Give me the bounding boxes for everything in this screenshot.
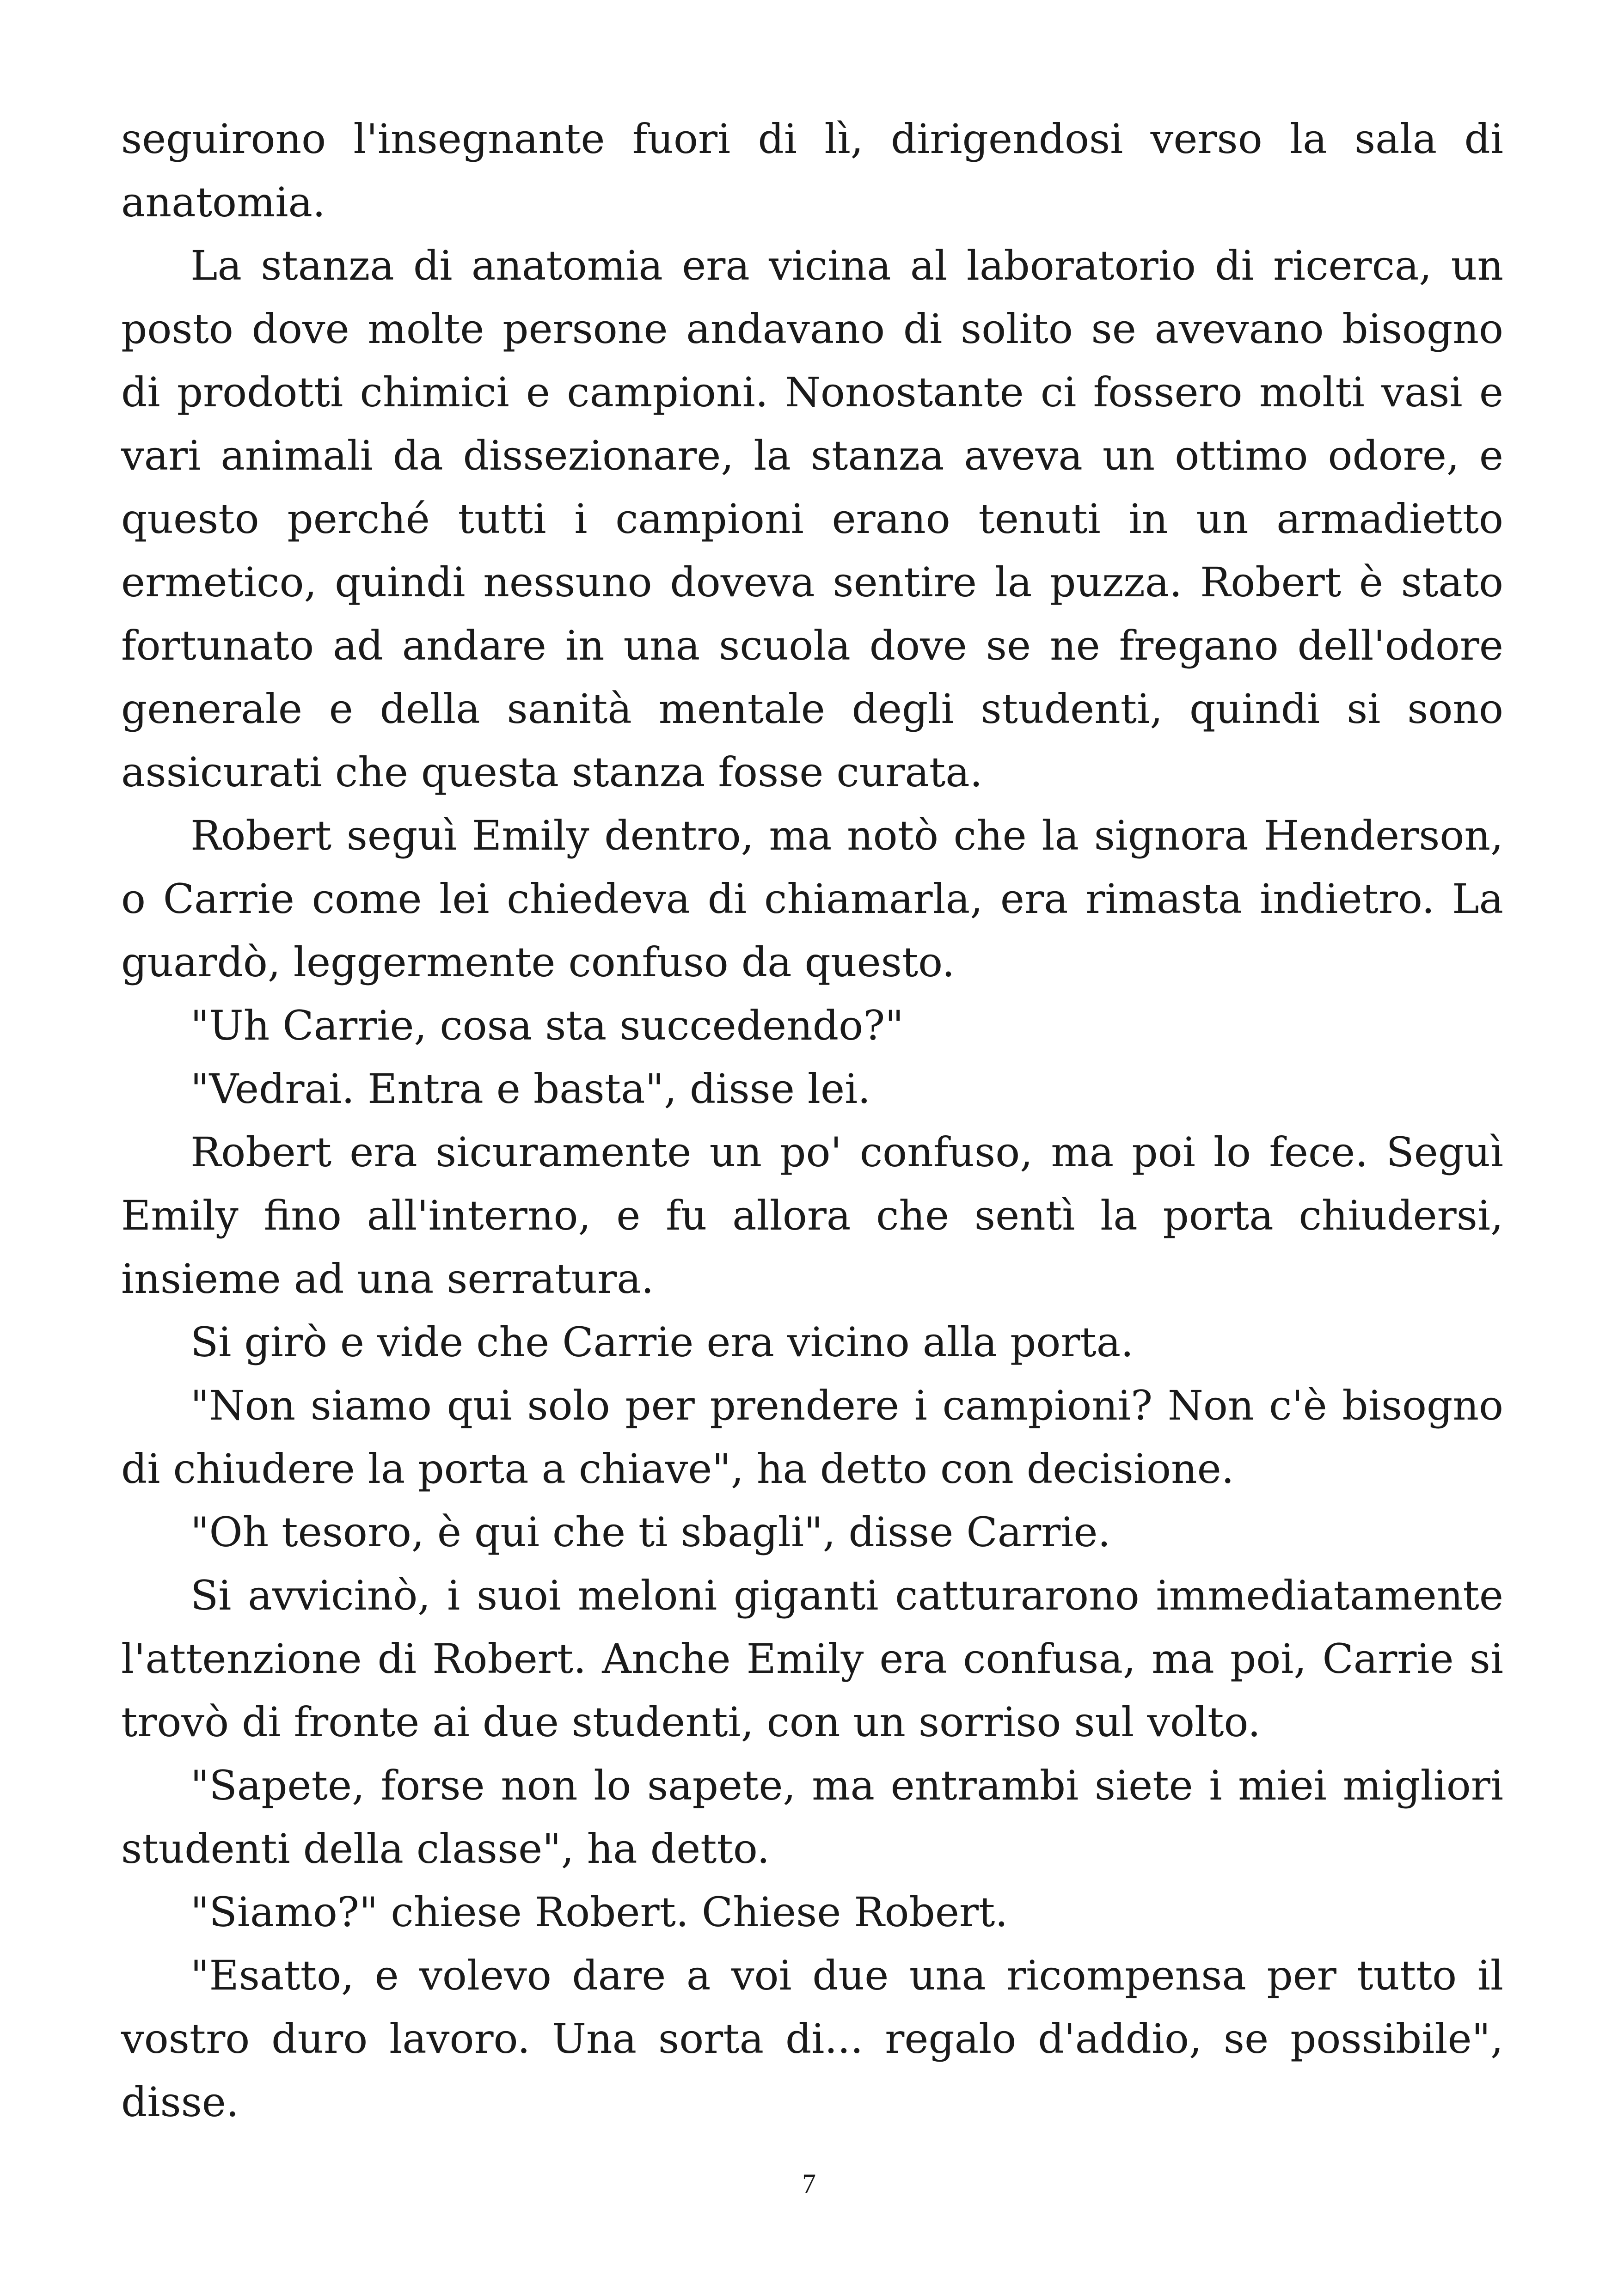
paragraph-continuation: seguirono l'insegnante fuori di lì, dirigendosi verso la sala di anatomia. (121, 115, 1503, 226)
paragraph: Si avvicinò, i suoi meloni giganti catturarono immediatamente l'attenzione di Robert. Anche Emily era confusa, ma poi, Carrie si trovò di fronte ai due studenti, con un sorriso sul volto. (121, 1572, 1503, 1746)
paragraph: "Esatto, e volevo dare a voi due una ricompensa per tutto il vostro duro lavoro. Una sorta di... regalo d'addio, se possibile", disse. (121, 1952, 1503, 2126)
paragraph: Si girò e vide che Carrie era vicino alla porta. (190, 1318, 1134, 1366)
paragraph: La stanza di anatomia era vicina al laboratorio di ricerca, un posto dove molte persone andavano di solito se avevano bisogno di prodotti chimici e campioni. Nonostante ci fossero molti vasi e vari animali da dissezionare, la stanza aveva un ottimo odore, e questo perché tutti i campioni erano tenuti in un armadietto ermetico, quindi nessuno doveva sentire la puzza. Robert è stato fortunato ad andare in una scuola dove se ne fregano dell'odore generale e della sanità mentale degli studenti, quindi si sono assicurati che questa stanza fosse curata. (121, 242, 1503, 796)
body-text (121, 107, 1503, 2134)
paragraph: "Oh tesoro, è qui che ti sbagli", disse Carrie. (190, 1508, 1111, 1556)
paragraph: "Non siamo qui solo per prendere i campioni? Non c'è bisogno di chiudere la porta a chiave", ha detto con decisione. (121, 1382, 1503, 1493)
paragraph: "Vedrai. Entra e basta", disse lei. (190, 1065, 871, 1113)
page-number: 7 (802, 2168, 816, 2199)
paragraph: "Sapete, forse non lo sapete, ma entrambi siete i miei migliori studenti della classe", ha detto. (121, 1762, 1503, 1873)
paragraph: "Siamo?" chiese Robert. Chiese Robert. (190, 1888, 1008, 1936)
paragraph: "Uh Carrie, cosa sta succedendo?" (190, 1002, 904, 1049)
paragraph: Robert era sicuramente un po' confuso, ma poi lo fece. Seguì Emily fino all'interno, e fu allora che sentì la porta chiudersi, insieme ad una serratura. (121, 1128, 1503, 1303)
paragraph: Robert seguì Emily dentro, ma notò che la signora Henderson, o Carrie come lei chiedeva di chiamarla, era rimasta indietro. La guardò, leggermente confuso da questo. (121, 812, 1503, 986)
